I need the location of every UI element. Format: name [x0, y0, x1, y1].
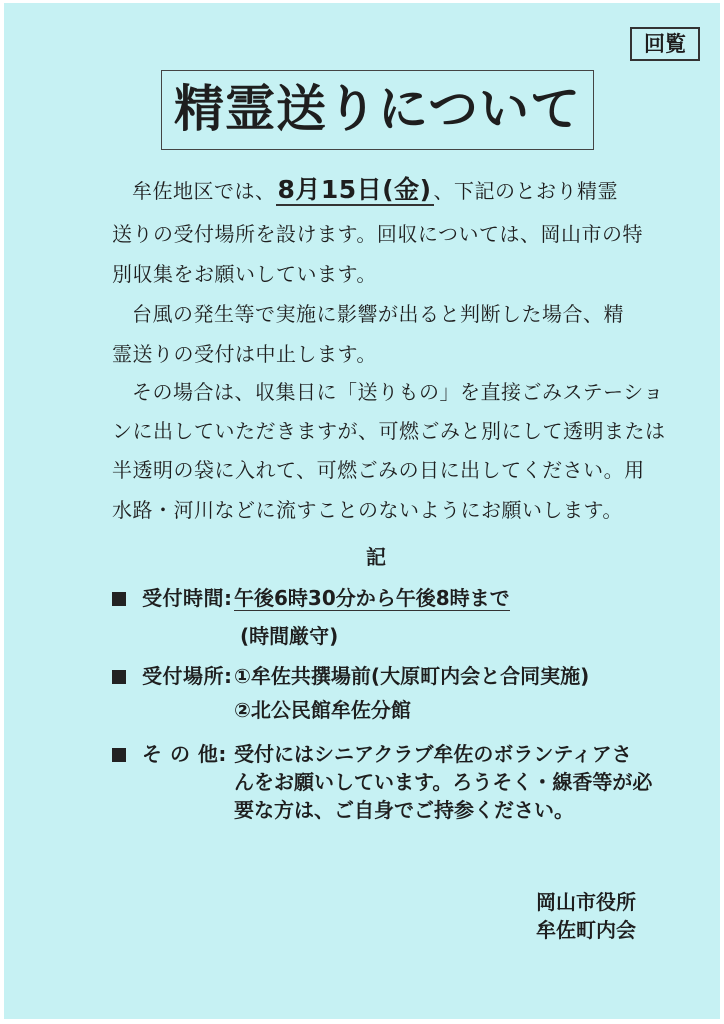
- intro-line-2: 送りの受付場所を設けます。回収については、岡山市の特: [112, 222, 643, 246]
- intro-line-3: 別収集をお願いしています。: [112, 262, 377, 286]
- reception-time-row: [112, 581, 510, 615]
- cancel-line-2: ンに出していただきますが、可燃ごみと別にして透明または: [112, 419, 666, 443]
- typhoon-line-2: 霊送りの受付は中止します。: [112, 342, 377, 366]
- cancel-line-3: 半透明の袋に入れて、可燃ごみの日に出してください。用: [112, 458, 645, 482]
- reception-place-row: [112, 659, 589, 693]
- square-bullet-icon: [112, 670, 126, 684]
- intro-suffix: 、下記のとおり精霊: [433, 179, 619, 203]
- other-line-1: 受付にはシニアクラブ牟佐のボランティアさ: [234, 742, 632, 766]
- reception-place-2: ②北公民館牟佐分館: [234, 698, 411, 722]
- signature-city-hall: 岡山市役所: [536, 890, 636, 914]
- reception-time-label: 受付時間:: [142, 586, 233, 610]
- reception-place-label: 受付場所:: [142, 664, 233, 688]
- circulation-badge: 回覧: [630, 27, 700, 61]
- cancel-line-4: 水路・河川などに流すことのないようにお願いします。: [112, 498, 623, 522]
- signature-neighborhood-assoc: 牟佐町内会: [536, 918, 636, 942]
- intro-line-1: [112, 173, 652, 208]
- other-label: そ の 他:: [142, 742, 227, 766]
- cancel-line-1: その場合は、収集日に「送りもの」を直接ごみステーショ: [132, 380, 664, 404]
- other-line-3: 要な方は、ご自身でご持参ください。: [234, 798, 574, 822]
- square-bullet-icon: [112, 592, 126, 606]
- intro-prefix: 牟佐地区では、: [132, 179, 276, 203]
- reception-place-1: ①牟佐共撰場前(大原町内会と合同実施): [234, 664, 590, 688]
- square-bullet-icon: [112, 748, 126, 762]
- event-date: 8月15日(金): [277, 175, 432, 204]
- reception-time-note: (時間厳守): [240, 624, 339, 648]
- notice-sheet: [4, 3, 720, 1019]
- other-line-2: んをお願いしています。ろうそく・線香等が必: [234, 770, 653, 794]
- page-title: 精霊送りについて: [161, 70, 594, 150]
- ki-heading: 記: [366, 545, 386, 569]
- typhoon-line-1: 台風の発生等で実施に影響が出ると判断した場合、精: [132, 302, 624, 326]
- reception-time-value: 午後6時30分から午後8時まで: [234, 586, 510, 610]
